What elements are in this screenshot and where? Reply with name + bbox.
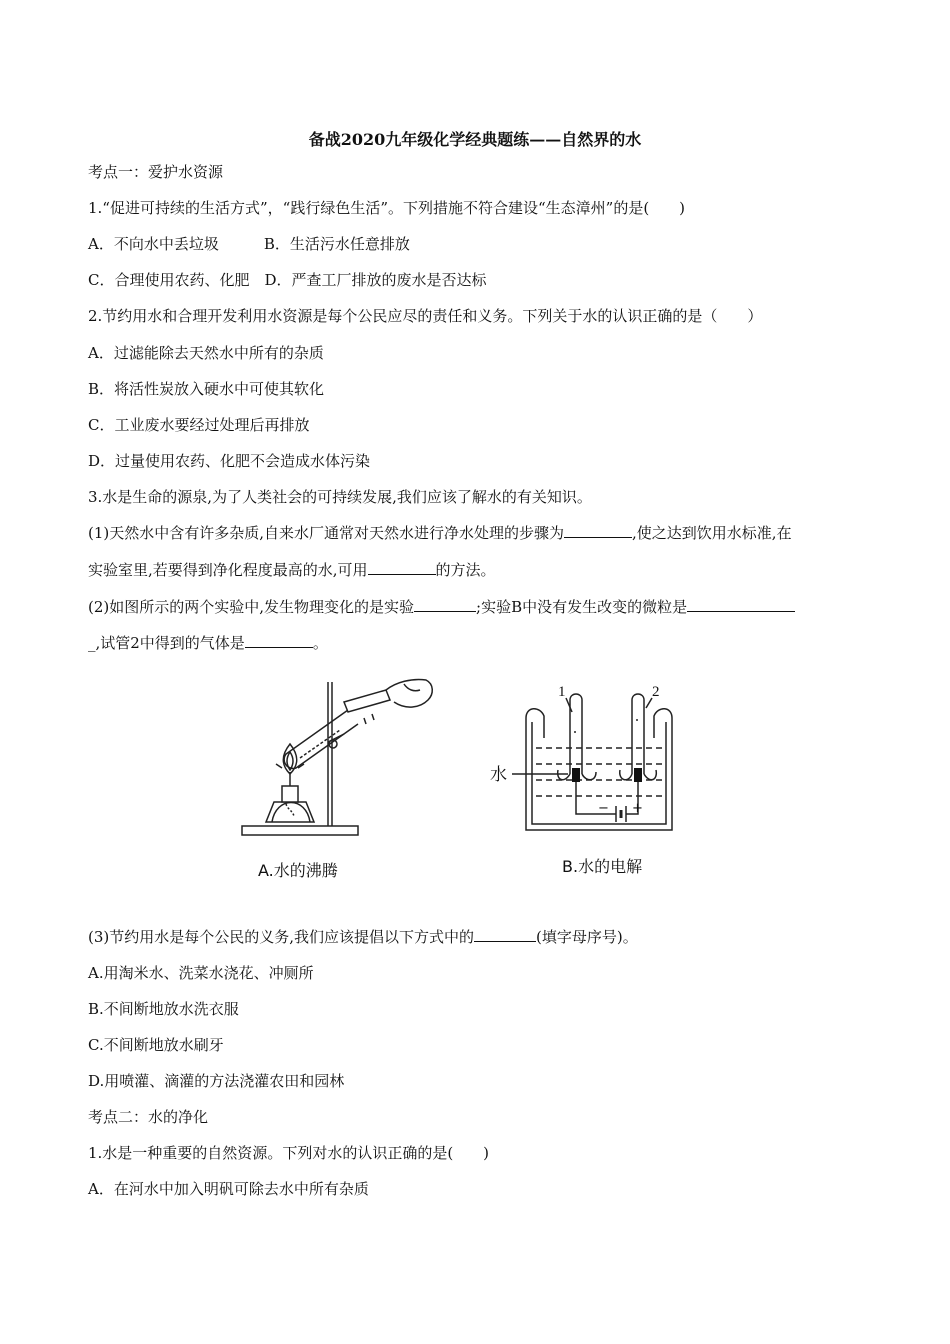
q2-option-c: C．工业废水要经过处理后再排放 [88,416,310,434]
battery-minus-label: − [598,801,609,816]
water-label: 水 [490,765,507,785]
q2-option-a: A．过滤能除去天然水中所有的杂质 [88,344,324,362]
answer-blank[interactable] [368,560,436,575]
q1-stem: 1.“促进可持续的生活方式”，“践行绿色生活”。下列措施不符合建设“生态漳州”的是( ) [88,199,686,217]
battery-plus-label: + [632,801,643,816]
q3-part2-text-a: (2)如图所示的两个实验中,发生物理变化的是实验 [88,598,415,616]
q2-option-b: B．将活性炭放入硬水中可使其软化 [88,380,325,398]
q3-option-c: C.不间断地放水刷牙 [88,1036,224,1054]
page-title: 备战2020九年级化学经典题练——自然界的水 [308,130,642,149]
section-heading-1: 考点一：爱护水资源 [88,163,224,181]
q3-option-a: A.用淘米水、洗菜水浇花、冲厕所 [88,964,314,982]
q3-part2-line1 [88,597,795,617]
electrolysis-figure [486,682,696,842]
q3-option-d: D.用喷灌、滴灌的方法浇灌农田和园林 [88,1072,345,1090]
q3-part1-text-d: 的方法。 [435,561,496,579]
answer-blank[interactable] [245,633,313,648]
tube-1-label: 1 [558,684,566,700]
q3-part3-text-a: (3)节约用水是每个公民的义务,我们应该提倡以下方式中的 [88,928,475,946]
s2-q1-stem: 1.水是一种重要的自然资源。下列对水的认识正确的是( ) [88,1144,490,1162]
q3-stem: 3.水是生命的源泉,为了人类社会的可持续发展,我们应该了解水的有关知识。 [88,488,592,506]
q3-part1-text-c: 实验室里,若要得到净化程度最高的水,可用 [88,561,368,579]
q2-stem: 2.节约用水和合理开发利用水资源是每个公民应尽的责任和义务。下列关于水的认识正确的是（ ） [88,307,763,325]
q3-part2-text-c: _,试管2中得到的气体是 [88,634,245,652]
q2-option-d: D．过量使用农药、化肥不会造成水体污染 [88,452,371,470]
figure-a-caption: A.水的沸腾 [258,861,338,880]
q3-part2-text-b: ;实验B中没有发生改变的微粒是 [476,598,688,616]
q3-part3-line [88,927,638,947]
q1-options-ab: A．不向水中丢垃圾 B．生活污水任意排放 [88,235,410,253]
answer-blank[interactable] [687,597,795,612]
q3-part1-line2 [88,560,496,580]
q3-part1-text-a: (1)天然水中含有许多杂质,自来水厂通常对天然水进行净水处理的步骤为 [88,524,565,542]
q3-part2-text-d: 。 [312,634,328,652]
answer-blank[interactable] [564,523,632,538]
answer-blank[interactable] [474,927,536,942]
q3-part3-text-b: (填字母序号)。 [536,928,638,946]
q3-part2-line2 [88,633,328,653]
s2-q1-option-a: A．在河水中加入明矾可除去水中所有杂质 [88,1180,369,1198]
q3-option-b: B.不间断地放水洗衣服 [88,1000,239,1018]
q1-options-cd: C．合理使用农药、化肥 D．严查工厂排放的废水是否达标 [88,271,487,289]
figure-b-caption: B.水的电解 [562,857,643,876]
answer-blank[interactable] [414,597,476,612]
q3-part1-text-b: ,使之达到饮用水标准,在 [632,524,792,542]
tube-2-label: 2 [652,684,660,700]
boiling-water-figure [236,672,446,842]
q3-part1-line1 [88,523,792,543]
section-heading-2: 考点二：水的净化 [88,1108,209,1126]
